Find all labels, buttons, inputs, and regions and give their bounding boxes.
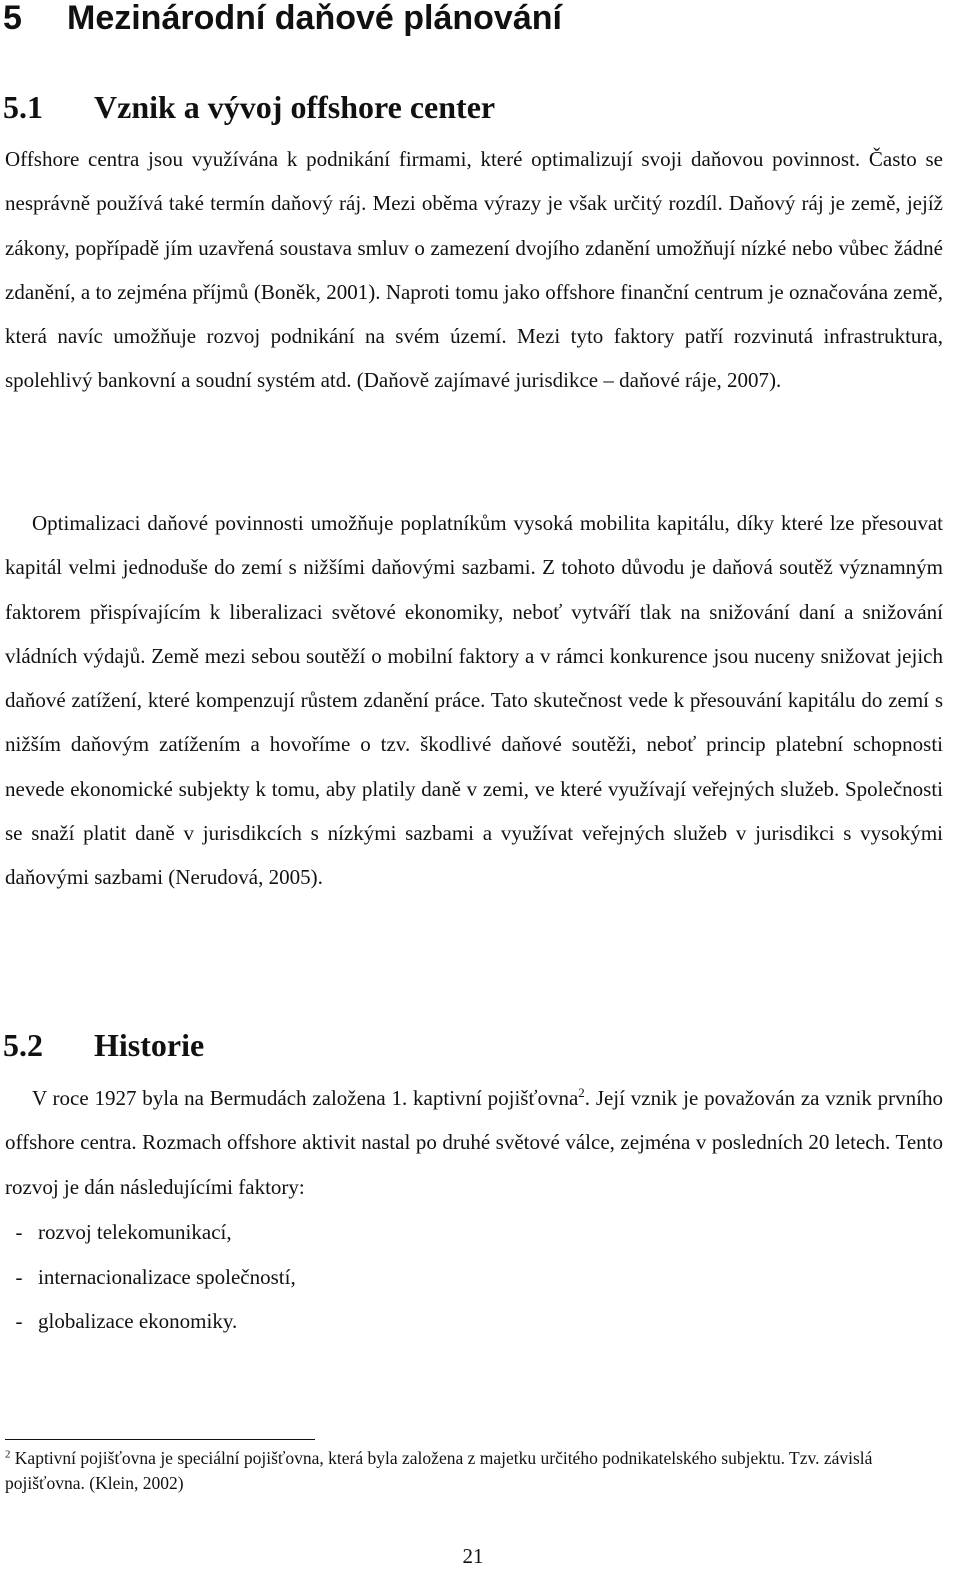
- section-heading-5-1: [3, 87, 495, 127]
- footnote-reference[interactable]: 2: [578, 1085, 585, 1101]
- list-marker: -: [15, 1264, 23, 1289]
- footnote: [5, 1446, 935, 1496]
- paragraph: Optimalizaci daňové povinnosti umožňuje poplatníkům vysoká mobilita kapitálu, díky které lze přesouvat kapitál velmi jednoduše do zemí s nižšími daňovými sazbami. Z tohoto důvodu je daňová soutěž významným faktorem přispívajícím k liberalizaci světové ekonomiky, neboť vytváří tlak na snižování daní a snižování vládních výdajů. Země mezi sebou soutěží o mobilní faktory a v rámci konkurence jsou nuceny snižovat jejich daňové zatížení, které kompenzují růstem zdanění práce. Tato skutečnost vede k přesouvání kapitálu do zemí s nižším daňovým zatížením a hovoříme o tzv. škodlivé daňové soutěži, neboť princip platební schopnosti nevede ekonomické subjekty k tomu, aby platily daně v zemi, ve které využívají veřejných služeb. Společnosti se snaží platit daně v jurisdikcích s nízkými sazbami a využívat veřejných služeb v jurisdikci s vysokými daňovými sazbami (Nerudová, 2005).: [5, 511, 943, 890]
- chapter-title: Mezinárodní daňové plánování: [67, 0, 562, 37]
- chapter-number: 5: [3, 0, 22, 37]
- list-item-text: internacionalizace společností,: [38, 1264, 296, 1289]
- paragraph: [5, 1076, 943, 1209]
- section-number: 5.1: [3, 89, 43, 125]
- list-item: [0, 1299, 296, 1344]
- list-marker: -: [15, 1220, 23, 1244]
- footnote-text: Kaptivní pojišťovna je speciální pojišťovna, která byla založena z majetku určitého podnikatelského subjektu. Tzv. závislá pojišťovna. (Klein, 2002): [5, 1448, 873, 1493]
- list-item: [0, 1210, 296, 1255]
- section-title: Vznik a vývoj offshore center: [94, 89, 496, 125]
- section-title: Historie: [94, 1027, 205, 1063]
- list-marker: -: [15, 1309, 23, 1333]
- page-number: 21: [462, 1544, 484, 1568]
- factor-list: [0, 1210, 296, 1344]
- paragraph-text: V roce 1927 byla na Bermudách založena 1. kaptivní pojišťovna: [32, 1086, 579, 1110]
- footnote-number: 2: [5, 1448, 11, 1461]
- paragraph: Offshore centra jsou využívána k podnikání firmami, které optimalizují svoji daňovou povinnost. Často se nesprávně používá také termín daňový ráj. Mezi oběma výrazy je však určitý rozdíl. Daňový ráj je země, jejíž zákony, popřípadě jím uzavřená soustava smluv o zamezení dvojího zdanění umožňují nízké nebo vůbec žádné zdanění, a to zejména příjmů (Boněk, 2001). Naproti tomu jako offshore finanční centrum je označována země, která navíc umožňuje rozvoj podnikání na svém území. Mezi tyto faktory patří rozvinutá infrastruktura, spolehlivý bankovní a soudní systém atd. (Daňově zajímavé jurisdikce – daňové ráje, 2007).: [5, 147, 943, 393]
- chapter-heading: [3, 0, 562, 38]
- section-heading-5-2: [3, 1025, 204, 1065]
- section-number: 5.2: [3, 1027, 43, 1063]
- list-item-text: globalizace ekonomiky.: [38, 1309, 238, 1333]
- paragraph-text: . Její vznik je považován za vznik prvního offshore centra. Rozmach offshore aktivit nastal po druhé světové válce, zejména v posledních 20 letech. Tento rozvoj je dán následujícími faktory:: [5, 1086, 943, 1199]
- list-item-text: rozvoj telekomunikací,: [38, 1220, 232, 1244]
- footnote-separator: [5, 1439, 315, 1440]
- list-item: [0, 1255, 296, 1300]
